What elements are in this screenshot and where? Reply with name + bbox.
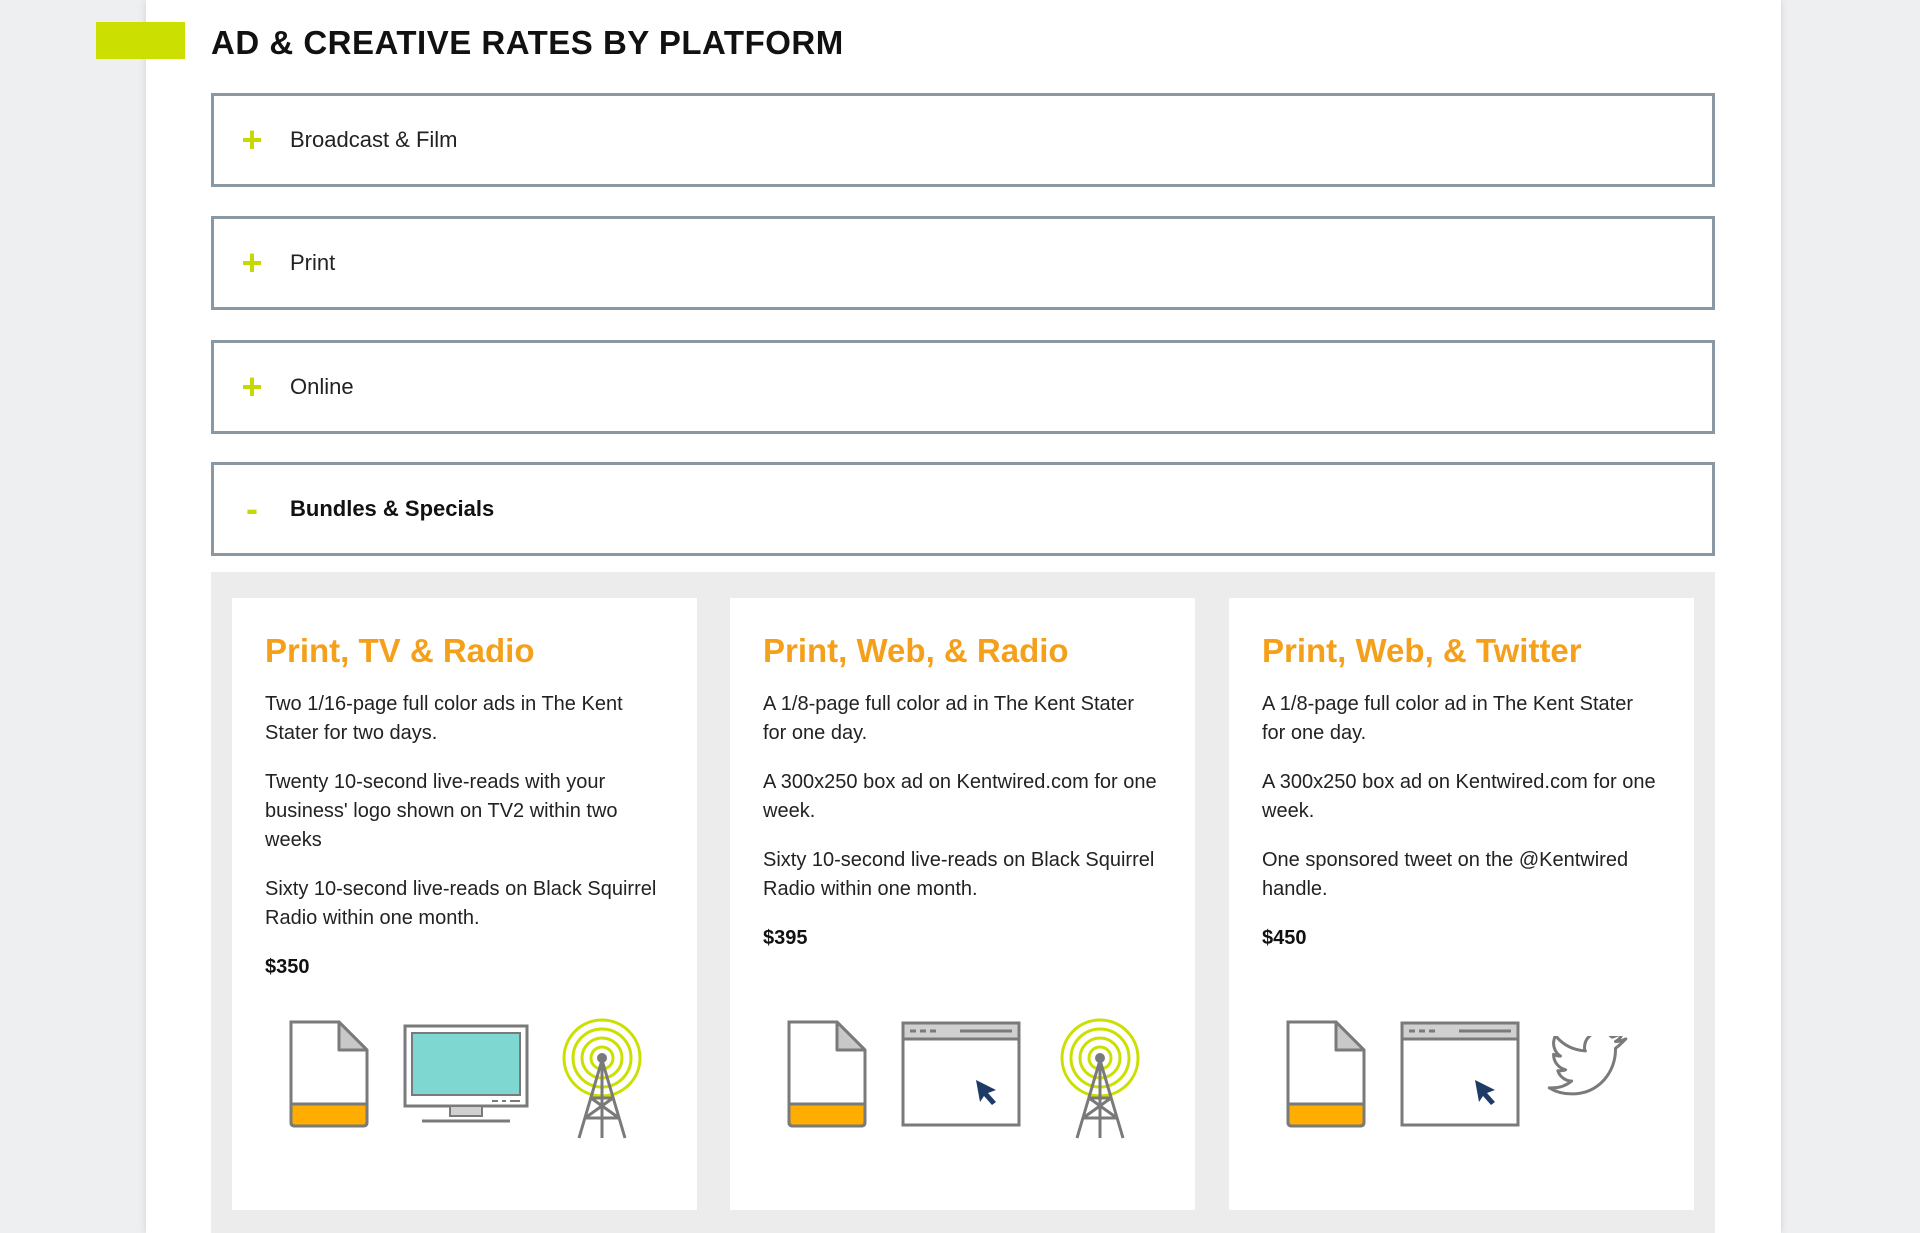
twitter-bird-icon bbox=[1547, 1036, 1633, 1106]
accordion-online[interactable] bbox=[211, 340, 1715, 434]
document-icon bbox=[785, 1018, 869, 1128]
bundles-panel bbox=[211, 572, 1715, 1233]
bundle-price: $395 bbox=[763, 927, 808, 949]
bundle-icons bbox=[232, 1018, 697, 1148]
bundle-title: Print, Web, & Twitter bbox=[1262, 632, 1582, 669]
browser-window-icon bbox=[1399, 1020, 1521, 1130]
bundle-icons bbox=[730, 1018, 1195, 1148]
bundle-line: A 1/8-page full color ad in The Kent Stater for one day. bbox=[1262, 693, 1633, 744]
accordion-bundles-specials[interactable] bbox=[211, 462, 1715, 556]
accordion-print[interactable] bbox=[211, 216, 1715, 310]
bundle-line: Two 1/16-page full color ads in The Kent Stater for two days. bbox=[265, 693, 623, 744]
accordion-label: Broadcast & Film bbox=[290, 127, 458, 152]
minus-icon: - bbox=[246, 488, 258, 529]
accordion-broadcast-film[interactable] bbox=[211, 93, 1715, 187]
section-accent-bar bbox=[96, 22, 185, 59]
bundle-price: $350 bbox=[265, 956, 310, 978]
bundle-line: A 300x250 box ad on Kentwired.com for one week. bbox=[763, 771, 1157, 822]
bundle-title: Print, TV & Radio bbox=[265, 632, 535, 669]
browser-window-icon bbox=[900, 1020, 1022, 1130]
bundle-line: One sponsored tweet on the @Kentwired handle. bbox=[1262, 849, 1629, 900]
bundle-line: Twenty 10-second live-reads with your business' logo shown on TV2 within two weeks bbox=[265, 771, 618, 851]
radio-tower-icon bbox=[557, 1018, 647, 1143]
document-icon bbox=[1284, 1018, 1368, 1128]
bundle-line: A 1/8-page full color ad in The Kent Stater for one day. bbox=[763, 693, 1134, 744]
bundle-card-print-tv-radio bbox=[232, 598, 697, 1210]
accordion-label: Online bbox=[290, 374, 354, 399]
accordion-label: Print bbox=[290, 250, 336, 275]
bundle-line: Sixty 10-second live-reads on Black Squirrel Radio within one month. bbox=[763, 849, 1155, 900]
bundle-card-print-web-twitter bbox=[1229, 598, 1694, 1210]
bundle-icons bbox=[1229, 1018, 1694, 1148]
bundle-line: A 300x250 box ad on Kentwired.com for one week. bbox=[1262, 771, 1656, 822]
radio-tower-icon bbox=[1055, 1018, 1145, 1143]
plus-icon: + bbox=[241, 119, 263, 160]
plus-icon: + bbox=[241, 366, 263, 407]
bundle-title: Print, Web, & Radio bbox=[763, 632, 1069, 669]
plus-icon: + bbox=[241, 242, 263, 283]
bundle-line: Sixty 10-second live-reads on Black Squirrel Radio within one month. bbox=[265, 878, 657, 929]
accordion-label: Bundles & Specials bbox=[290, 496, 495, 521]
document-icon bbox=[287, 1018, 371, 1128]
section-title: AD & CREATIVE RATES BY PLATFORM bbox=[211, 24, 844, 61]
bundle-price: $450 bbox=[1262, 927, 1307, 949]
bundle-card-print-web-radio bbox=[730, 598, 1195, 1210]
tv-icon bbox=[402, 1023, 530, 1127]
